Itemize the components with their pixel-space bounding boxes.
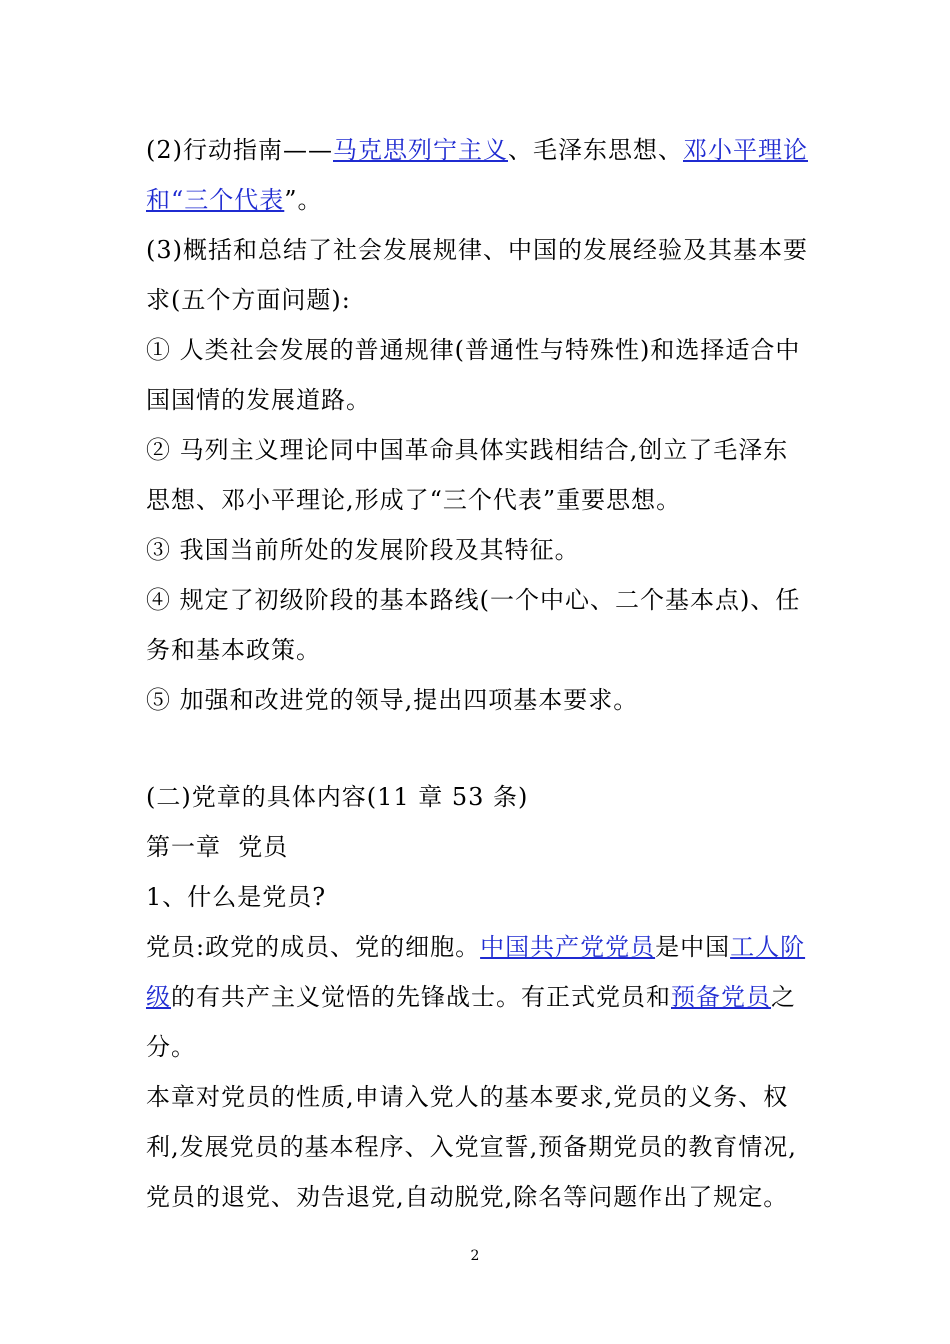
text-segment: 是中国 xyxy=(655,933,731,961)
link-ccp-member[interactable]: 中国共产党党员 xyxy=(480,933,656,961)
text-segment: ”。 xyxy=(284,186,323,214)
text-segment: 的有共产主义觉悟的先锋战士。有正式党员和 xyxy=(171,983,671,1011)
link-deng-theory-three-represents[interactable]: 邓小平理论和“三个代表 xyxy=(146,136,808,214)
paragraph-action-guide xyxy=(146,125,810,225)
paragraph-item-3: ③ 我国当前所处的发展阶段及其特征。 xyxy=(146,536,580,564)
link-probationary-member[interactable]: 预备党员 xyxy=(671,983,771,1011)
section-heading: (二)党章的具体内容(11 章 53 条) xyxy=(146,783,529,811)
page-number: 2 xyxy=(470,1248,480,1264)
paragraph-item-1: ① 人类社会发展的普通规律(普通性与特殊性)和选择适合中国国情的发展道路。 xyxy=(146,336,801,414)
paragraph-item-5: ⑤ 加强和改进党的领导,提出四项基本要求。 xyxy=(146,686,639,714)
chapter-title: 第一章 党员 xyxy=(146,833,289,861)
question-heading: 1、什么是党员? xyxy=(146,883,327,911)
document-body-top xyxy=(146,125,810,725)
text-segment: 之分。 xyxy=(146,983,796,1061)
paragraph-summary: (3)概括和总结了社会发展规律、中国的发展经验及其基本要求(五个方面问题): xyxy=(146,236,808,314)
text-segment: 、毛泽东思想、 xyxy=(508,136,683,164)
text-segment: (2)行动指南—— xyxy=(146,136,333,164)
paragraph-item-4: ④ 规定了初级阶段的基本路线(一个中心、二个基本点)、任务和基本政策。 xyxy=(146,586,801,664)
link-marxism-leninism[interactable]: 马克思列宁主义 xyxy=(333,136,508,164)
paragraph-chapter-summary: 本章对党员的性质,申请入党人的基本要求,党员的义务、权利,发展党员的基本程序、入党宣誓,预备期党员的教育情况,党员的退党、劝告退党,自动脱党,除名等问题作出了规定。 xyxy=(146,1083,797,1211)
link-working-class[interactable]: 工人阶级 xyxy=(146,933,806,1011)
document-body-bottom xyxy=(146,772,810,1222)
text-segment: 党员:政党的成员、党的细胞。 xyxy=(146,933,481,961)
paragraph-member-definition xyxy=(146,922,810,1072)
paragraph-item-2: ② 马列主义理论同中国革命具体实践相结合,创立了毛泽东思想、邓小平理论,形成了“三个代表”重要思想。 xyxy=(146,436,789,514)
